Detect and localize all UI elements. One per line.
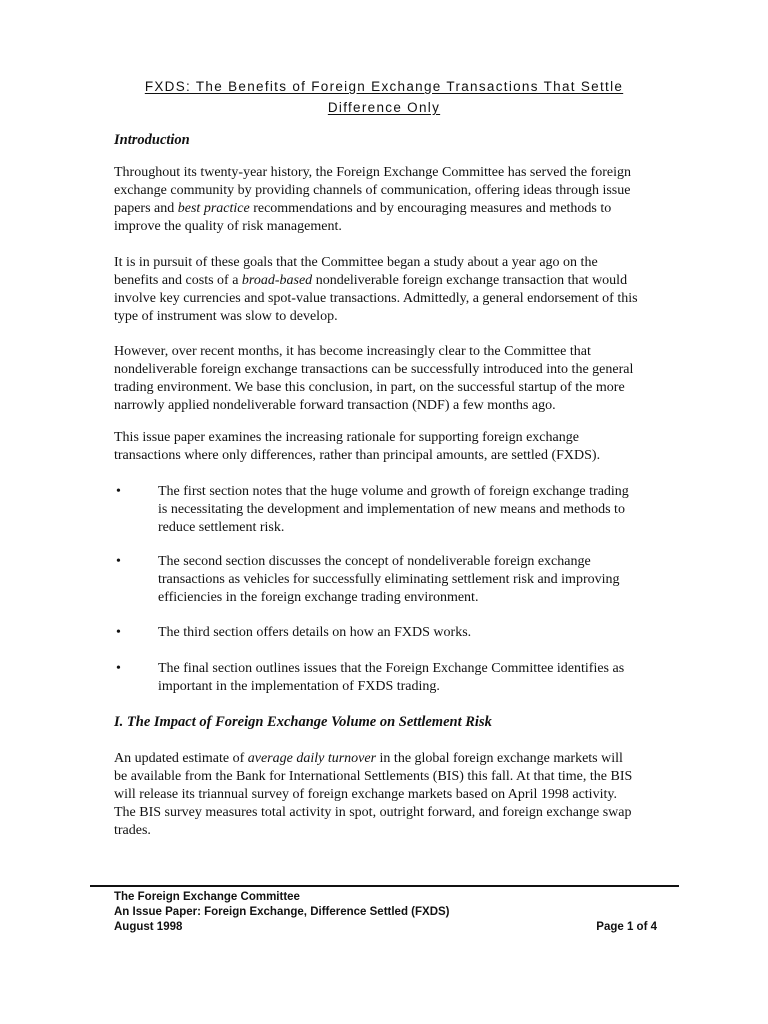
bullet-item-1: The first section notes that the huge volume and growth of foreign exchange trading is necessitating the development and implementation of new means and methods to reduce settlement risk. (158, 484, 629, 535)
emphasis-broad-based: broad-based (241, 273, 313, 288)
paragraph-3: However, over recent months, it has become increasingly clear to the Committee that nondeliverable foreign exchange transactions can be successfully introduced into the general trading environment. We base this conclusion, in part, on the successful startup of the more narrowly applied nondeliverable forward transaction (NDF) a few months ago. (114, 344, 634, 413)
bullet-icon: • (116, 625, 121, 640)
emphasis-average-daily-turnover: average daily turnover (247, 751, 377, 766)
introduction-heading: Introduction (114, 132, 190, 148)
section-1-heading: I. The Impact of Foreign Exchange Volume on Settlement Risk (114, 714, 492, 730)
footer-org: The Foreign Exchange Committee (114, 891, 300, 903)
paragraph-5: An updated estimate of average daily turnover in the global foreign exchange markets will be available from the Bank for International Settlements (BIS) this fall. At that time, the BIS will release its triannual survey of foreign exchange markets based on April 1998 activity. The BIS survey measures total activity in spot, outright forward, and foreign exchange swap trades. (114, 751, 633, 838)
footer-divider (90, 885, 679, 887)
footer-page-number: Page 1 of 4 (596, 921, 657, 933)
emphasis-best-practice: best practice (177, 201, 250, 216)
paragraph-4: This issue paper examines the increasing rationale for supporting foreign exchange transactions where only differences, rather than principal amounts, are settled (FXDS). (114, 430, 601, 463)
bullet-item-4: The final section outlines issues that the Foreign Exchange Committee identifies as important in the implementation of FXDS trading. (158, 661, 625, 694)
bullet-icon: • (116, 661, 121, 676)
bullet-item-3: The third section offers details on how an FXDS works. (158, 625, 472, 640)
paragraph-2: It is in pursuit of these goals that the Committee began a study about a year ago on the benefits and costs of a broad-based nondeliverable foreign exchange transaction that would involve key currencies and spot-value transactions. Admittedly, a general endorsement of this type of instrument was slow to develop. (114, 255, 638, 324)
document-title (100, 76, 668, 118)
page-footer (114, 890, 657, 935)
bullet-item-2: The second section discusses the concept of nondeliverable foreign exchange transactions as vehicles for successfully eliminating settlement risk and improving efficiencies in the foreign exchange trading environment. (158, 554, 620, 605)
footer-paper-title: An Issue Paper: Foreign Exchange, Difference Settled (FXDS) (114, 906, 450, 918)
bullet-icon: • (116, 484, 121, 499)
footer-date: August 1998 (114, 921, 183, 933)
title-line-1: FXDS: The Benefits of Foreign Exchange Transactions That Settle (144, 79, 624, 94)
bullet-icon: • (116, 554, 121, 569)
paragraph-1: Throughout its twenty-year history, the Foreign Exchange Committee has served the foreign exchange community by providing channels of communication, offering ideas through issue papers and best practice recommendations and by encouraging measures and methods to improve the quality of risk management. (114, 165, 631, 234)
title-line-2: Difference Only (327, 100, 441, 115)
